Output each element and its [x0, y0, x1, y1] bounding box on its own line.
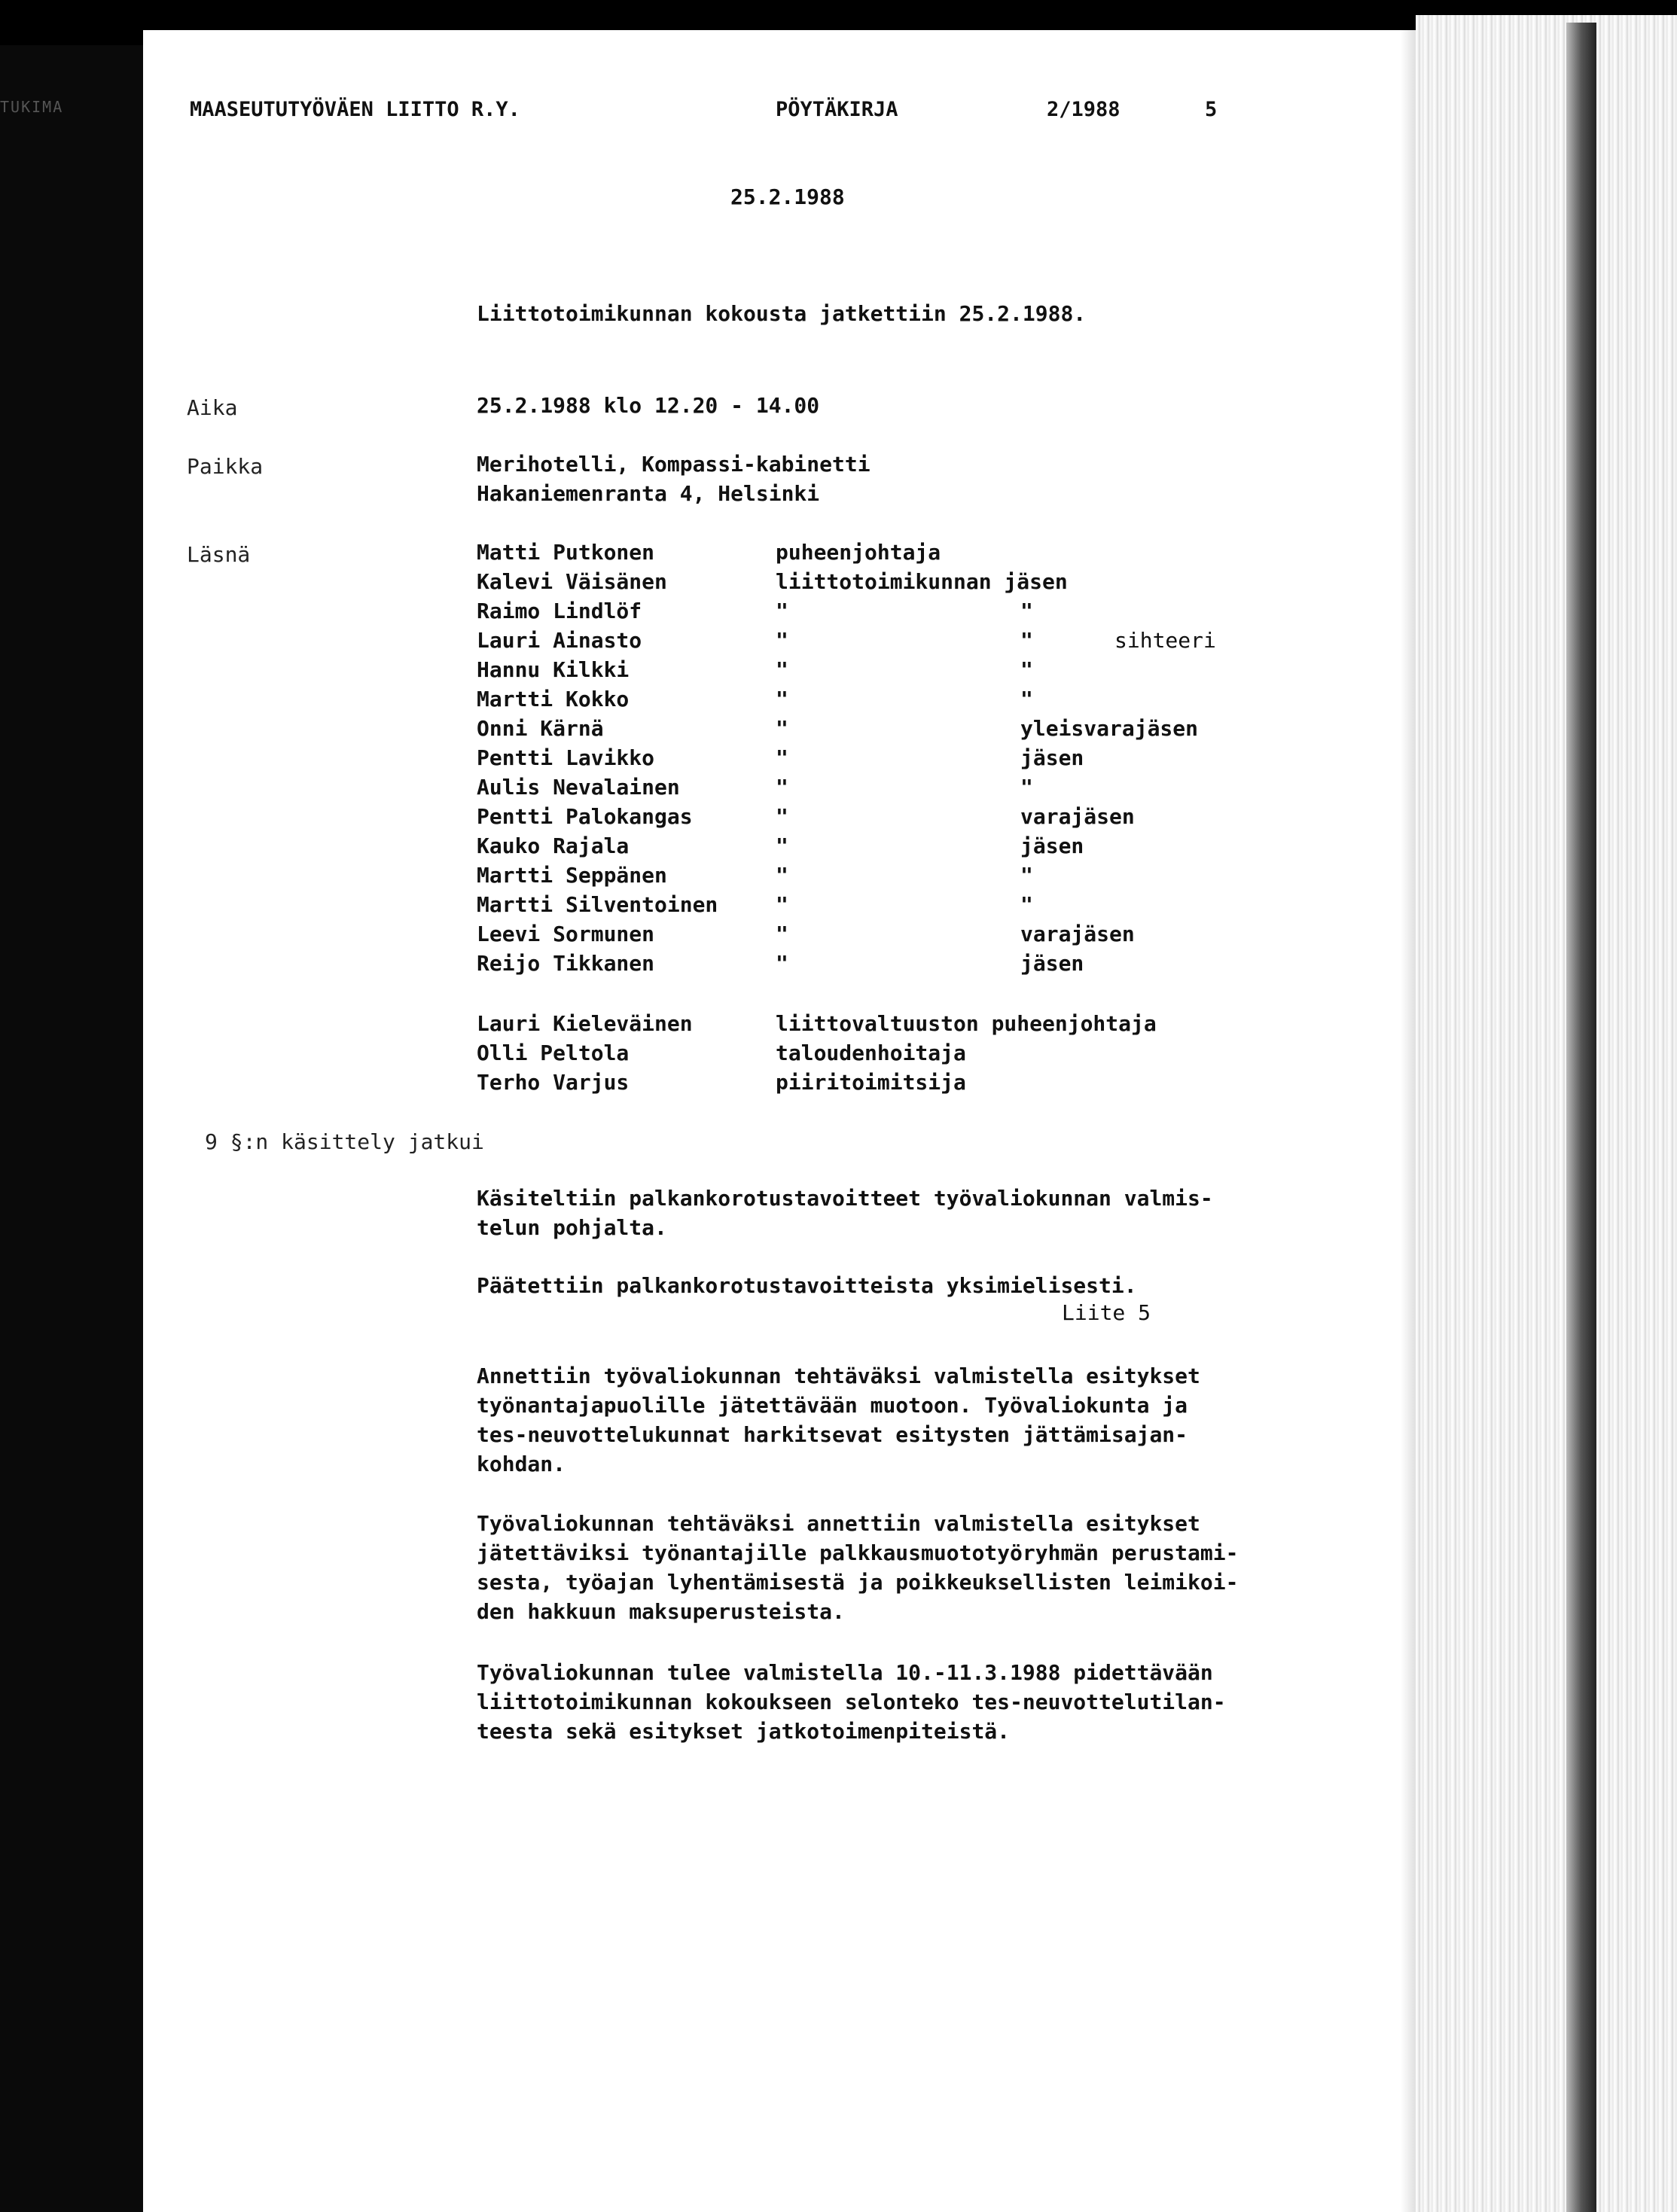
attendee-role-2: " — [1020, 775, 1033, 800]
paragraph-line: tes-neuvottelukunnat harkitsevat esitysten jättämisajan- — [477, 1422, 1188, 1447]
attendee-name: Martti Seppänen — [477, 863, 667, 888]
present-label: Läsnä — [187, 542, 251, 567]
attendee-role: " — [776, 599, 788, 623]
attendee-role-2: varajäsen — [1020, 922, 1135, 946]
document-page — [143, 30, 1423, 2212]
paragraph-line: Käsiteltiin palkankorotustavoitteet työvaliokunnan valmis- — [477, 1186, 1213, 1211]
margin-fragment-text: TUKIMA — [0, 98, 64, 116]
paragraph-line: Työvaliokunnan tulee valmistella 10.-11.3.1988 pidettävään — [477, 1660, 1213, 1685]
paragraph-line: liittotoimikunnan kokoukseen selonteko tes-neuvottelutilan- — [477, 1689, 1226, 1714]
book-page-edges — [1416, 15, 1677, 2212]
other-attendee-name: Lauri Kieleväinen — [477, 1011, 693, 1036]
attendee-role: " — [776, 863, 788, 888]
paragraph-line: jätettäviksi työnantajille palkkausmuototyöryhmän perustami- — [477, 1540, 1239, 1565]
place-line-2: Hakaniemenranta 4, Helsinki — [477, 481, 820, 506]
other-attendee-name: Terho Varjus — [477, 1070, 630, 1095]
attendee-role: " — [776, 628, 788, 653]
paragraph-1 — [477, 1184, 1305, 1242]
scan-left-border — [0, 45, 143, 2212]
paragraph-line: työnantajapuolille jätettävään muotoon. Työvaliokunta ja — [477, 1393, 1188, 1418]
attendee-name: Leevi Sormunen — [477, 922, 655, 946]
attendee-role-2: " — [1020, 599, 1033, 623]
attendee-role-2: yleisvarajäsen — [1020, 716, 1199, 741]
attendee-role: " — [776, 833, 788, 858]
header-doc-type: PÖYTÄKIRJA — [776, 98, 898, 121]
attendee-role: " — [776, 775, 788, 800]
attendee-role: " — [776, 804, 788, 829]
attendee-role-2: " — [1020, 687, 1033, 711]
attendee-name: Kauko Rajala — [477, 833, 630, 858]
other-attendee-name: Olli Peltola — [477, 1040, 630, 1065]
paragraph-4 — [477, 1509, 1305, 1626]
section-label: 9 §:n käsittely jatkui — [205, 1129, 484, 1154]
attendee-name: Hannu Kilkki — [477, 657, 630, 682]
header-org: MAASEUTUTYÖVÄEN LIITTO R.Y. — [190, 98, 520, 121]
paragraph-5 — [477, 1658, 1305, 1746]
attendee-role-2: " — [1020, 863, 1033, 888]
attendee-name: Martti Silventoinen — [477, 892, 718, 917]
attendee-name: Pentti Lavikko — [477, 745, 655, 770]
attendee-name: Aulis Nevalainen — [477, 775, 680, 800]
place-line-1: Merihotelli, Kompassi-kabinetti — [477, 452, 871, 477]
attendee-role-2: jäsen — [1020, 833, 1084, 858]
attendee-role-2: " — [1020, 892, 1033, 917]
header-doc-number: 2/1988 — [1047, 98, 1121, 121]
attendee-name: Martti Kokko — [477, 687, 630, 711]
other-attendee-role: taloudenhoitaja — [776, 1040, 966, 1065]
time-label: Aika — [187, 395, 238, 420]
header-page-number: 5 — [1205, 98, 1218, 121]
attendee-name: Lauri Ainasto — [477, 628, 642, 653]
attendee-role: liittotoimikunnan jäsen — [776, 569, 1068, 594]
attendee-name: Pentti Palokangas — [477, 804, 693, 829]
paragraph-line: Päätettiin palkankorotustavoitteista yksimielisesti. — [477, 1273, 1137, 1298]
paragraph-line: Annettiin työvaliokunnan tehtäväksi valmistella esitykset — [477, 1363, 1200, 1388]
attendee-name: Raimo Lindlöf — [477, 599, 642, 623]
attendee-role: " — [776, 892, 788, 917]
attendee-role-3: sihteeri — [1114, 628, 1216, 653]
paragraph-line: telun pohjalta. — [477, 1215, 667, 1240]
attendee-role: " — [776, 922, 788, 946]
paragraph-line: sesta, työajan lyhentämisestä ja poikkeuksellisten leimikoi- — [477, 1570, 1239, 1595]
attendee-role-2: jäsen — [1020, 951, 1084, 976]
attendee-role: puheenjohtaja — [776, 540, 941, 565]
paragraph-2 — [477, 1271, 1305, 1300]
paragraph-line: kohdan. — [477, 1452, 566, 1476]
intro-line: Liittotoimikunnan kokousta jatkettiin 25.2.1988. — [477, 301, 1087, 326]
attendee-role: " — [776, 687, 788, 711]
attendee-role: " — [776, 657, 788, 682]
attendee-name: Kalevi Väisänen — [477, 569, 667, 594]
attendee-role-2: varajäsen — [1020, 804, 1135, 829]
paragraph-line: den hakkuun maksuperusteista. — [477, 1599, 845, 1624]
paragraph-line: teesta sekä esitykset jatkotoimenpiteistä. — [477, 1719, 1011, 1744]
other-attendee-role: piiritoimitsija — [776, 1070, 966, 1095]
attendee-role-2: " — [1020, 657, 1033, 682]
attendee-role: " — [776, 745, 788, 770]
date-heading: 25.2.1988 — [730, 184, 845, 209]
attendee-name: Matti Putkonen — [477, 540, 655, 565]
attendee-role: " — [776, 951, 788, 976]
attachment-note: Liite 5 — [1062, 1300, 1151, 1325]
attendee-role: " — [776, 716, 788, 741]
attendee-name: Onni Kärnä — [477, 716, 604, 741]
other-attendee-role: liittovaltuuston puheenjohtaja — [776, 1011, 1157, 1036]
book-spine — [1566, 23, 1596, 2212]
attendee-role-2: " — [1020, 628, 1033, 653]
paragraph-line: Työvaliokunnan tehtäväksi annettiin valmistella esitykset — [477, 1511, 1200, 1536]
attendee-role-2: jäsen — [1020, 745, 1084, 770]
place-label: Paikka — [187, 454, 264, 479]
attendee-name: Reijo Tikkanen — [477, 951, 655, 976]
paragraph-3 — [477, 1361, 1305, 1479]
time-value: 25.2.1988 klo 12.20 - 14.00 — [477, 393, 820, 418]
